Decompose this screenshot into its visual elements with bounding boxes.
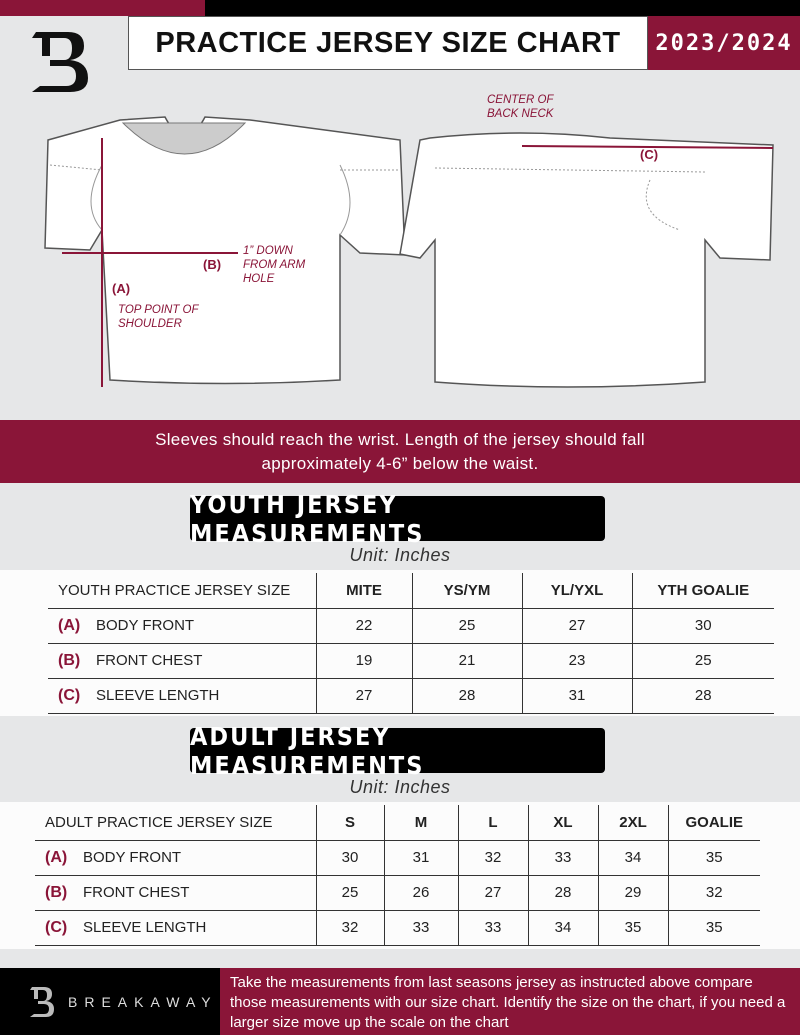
row-label xyxy=(48,643,316,678)
row-letter: (B) xyxy=(58,651,81,669)
table-header-row xyxy=(48,573,774,608)
youth-section-title: YOUTH JERSEY MEASUREMENTS xyxy=(190,496,605,541)
row-label xyxy=(35,875,316,910)
row-label-text: SLEEVE LENGTH xyxy=(96,686,220,704)
column-header: YTH GOALIE xyxy=(632,573,774,608)
column-header: 2XL xyxy=(598,805,668,840)
table-cell: 31 xyxy=(384,840,458,875)
top-bar xyxy=(205,0,800,16)
label-a: (A) xyxy=(112,281,131,296)
label-c: (C) xyxy=(640,147,659,162)
table-cell: 31 xyxy=(522,678,632,713)
table-cell: 34 xyxy=(528,910,598,945)
note-c: CENTER OF BACK NECK xyxy=(487,94,554,120)
column-header: YOUTH PRACTICE JERSEY SIZE xyxy=(48,573,316,608)
table-cell: 25 xyxy=(412,608,522,643)
table-cell: 30 xyxy=(316,840,384,875)
table-header-row xyxy=(35,805,760,840)
table-row xyxy=(48,643,774,678)
note-b: 1” DOWN FROM ARM HOLE xyxy=(243,245,306,285)
table-cell: 28 xyxy=(632,678,774,713)
table-cell: 35 xyxy=(668,840,760,875)
row-letter: (B) xyxy=(45,883,68,901)
table-cell: 19 xyxy=(316,643,412,678)
youth-unit-label: Unit: Inches xyxy=(349,545,451,565)
footer-brand xyxy=(0,968,220,1035)
table-cell: 28 xyxy=(412,678,522,713)
row-label-text: SLEEVE LENGTH xyxy=(83,918,207,936)
table-cell: 35 xyxy=(668,910,760,945)
table-cell: 27 xyxy=(522,608,632,643)
row-label xyxy=(48,608,316,643)
note-a: TOP POINT OF SHOULDER xyxy=(118,304,199,330)
table-cell: 30 xyxy=(632,608,774,643)
table-cell: 28 xyxy=(528,875,598,910)
footer-instructions: Take the measurements from last seasons jersey as instructed above compare those measurements with our size chart. Identify the size on the chart, if you need a larger size move up the scale on the chart xyxy=(220,968,800,1035)
jersey-back-diagram xyxy=(395,120,785,395)
column-header: MITE xyxy=(316,573,412,608)
column-header: M xyxy=(384,805,458,840)
brand-name: BREAKAWAY xyxy=(68,993,218,1010)
breakaway-logo-small xyxy=(28,985,54,1019)
adult-unit-label: Unit: Inches xyxy=(349,777,451,797)
table-cell: 25 xyxy=(316,875,384,910)
row-letter: (C) xyxy=(45,918,68,936)
youth-size-table xyxy=(48,573,774,714)
row-letter: (A) xyxy=(45,848,68,866)
column-header: S xyxy=(316,805,384,840)
banner-line-1: Sleeves should reach the wrist. Length of the jersey should fall xyxy=(155,430,645,449)
adult-section-title: ADULT JERSEY MEASUREMENTS xyxy=(190,728,605,773)
row-label xyxy=(35,840,316,875)
table-cell: 33 xyxy=(528,840,598,875)
table-row xyxy=(35,910,760,945)
table-cell: 33 xyxy=(458,910,528,945)
row-label-text: BODY FRONT xyxy=(96,616,195,634)
row-label-text: FRONT CHEST xyxy=(83,883,190,901)
table-row xyxy=(48,678,774,713)
season-label: 2023/2024 xyxy=(648,16,800,70)
row-label-text: BODY FRONT xyxy=(83,848,182,866)
page-title: PRACTICE JERSEY SIZE CHART xyxy=(128,16,648,70)
fit-instructions-banner xyxy=(0,420,800,483)
row-label xyxy=(35,910,316,945)
row-label-text: FRONT CHEST xyxy=(96,651,203,669)
table-row xyxy=(35,875,760,910)
table-row xyxy=(35,840,760,875)
column-header: XL xyxy=(528,805,598,840)
table-cell: 23 xyxy=(522,643,632,678)
table-cell: 27 xyxy=(316,678,412,713)
table-row xyxy=(48,608,774,643)
jersey-front-diagram xyxy=(40,115,410,405)
table-cell: 22 xyxy=(316,608,412,643)
top-bar-accent xyxy=(0,0,205,16)
table-cell: 32 xyxy=(316,910,384,945)
breakaway-logo xyxy=(28,28,94,96)
label-b: (B) xyxy=(203,257,222,272)
table-cell: 27 xyxy=(458,875,528,910)
column-header: GOALIE xyxy=(668,805,760,840)
adult-size-table xyxy=(35,805,760,946)
table-cell: 33 xyxy=(384,910,458,945)
row-letter: (C) xyxy=(58,686,81,704)
table-cell: 26 xyxy=(384,875,458,910)
column-header: YL/YXL xyxy=(522,573,632,608)
row-letter: (A) xyxy=(58,616,81,634)
table-cell: 29 xyxy=(598,875,668,910)
table-cell: 25 xyxy=(632,643,774,678)
column-header: L xyxy=(458,805,528,840)
table-cell: 32 xyxy=(668,875,760,910)
column-header: YS/YM xyxy=(412,573,522,608)
row-label xyxy=(48,678,316,713)
banner-line-2: approximately 4-6” below the waist. xyxy=(261,454,539,473)
table-cell: 32 xyxy=(458,840,528,875)
table-cell: 21 xyxy=(412,643,522,678)
column-header: ADULT PRACTICE JERSEY SIZE xyxy=(35,805,316,840)
table-cell: 34 xyxy=(598,840,668,875)
table-cell: 35 xyxy=(598,910,668,945)
